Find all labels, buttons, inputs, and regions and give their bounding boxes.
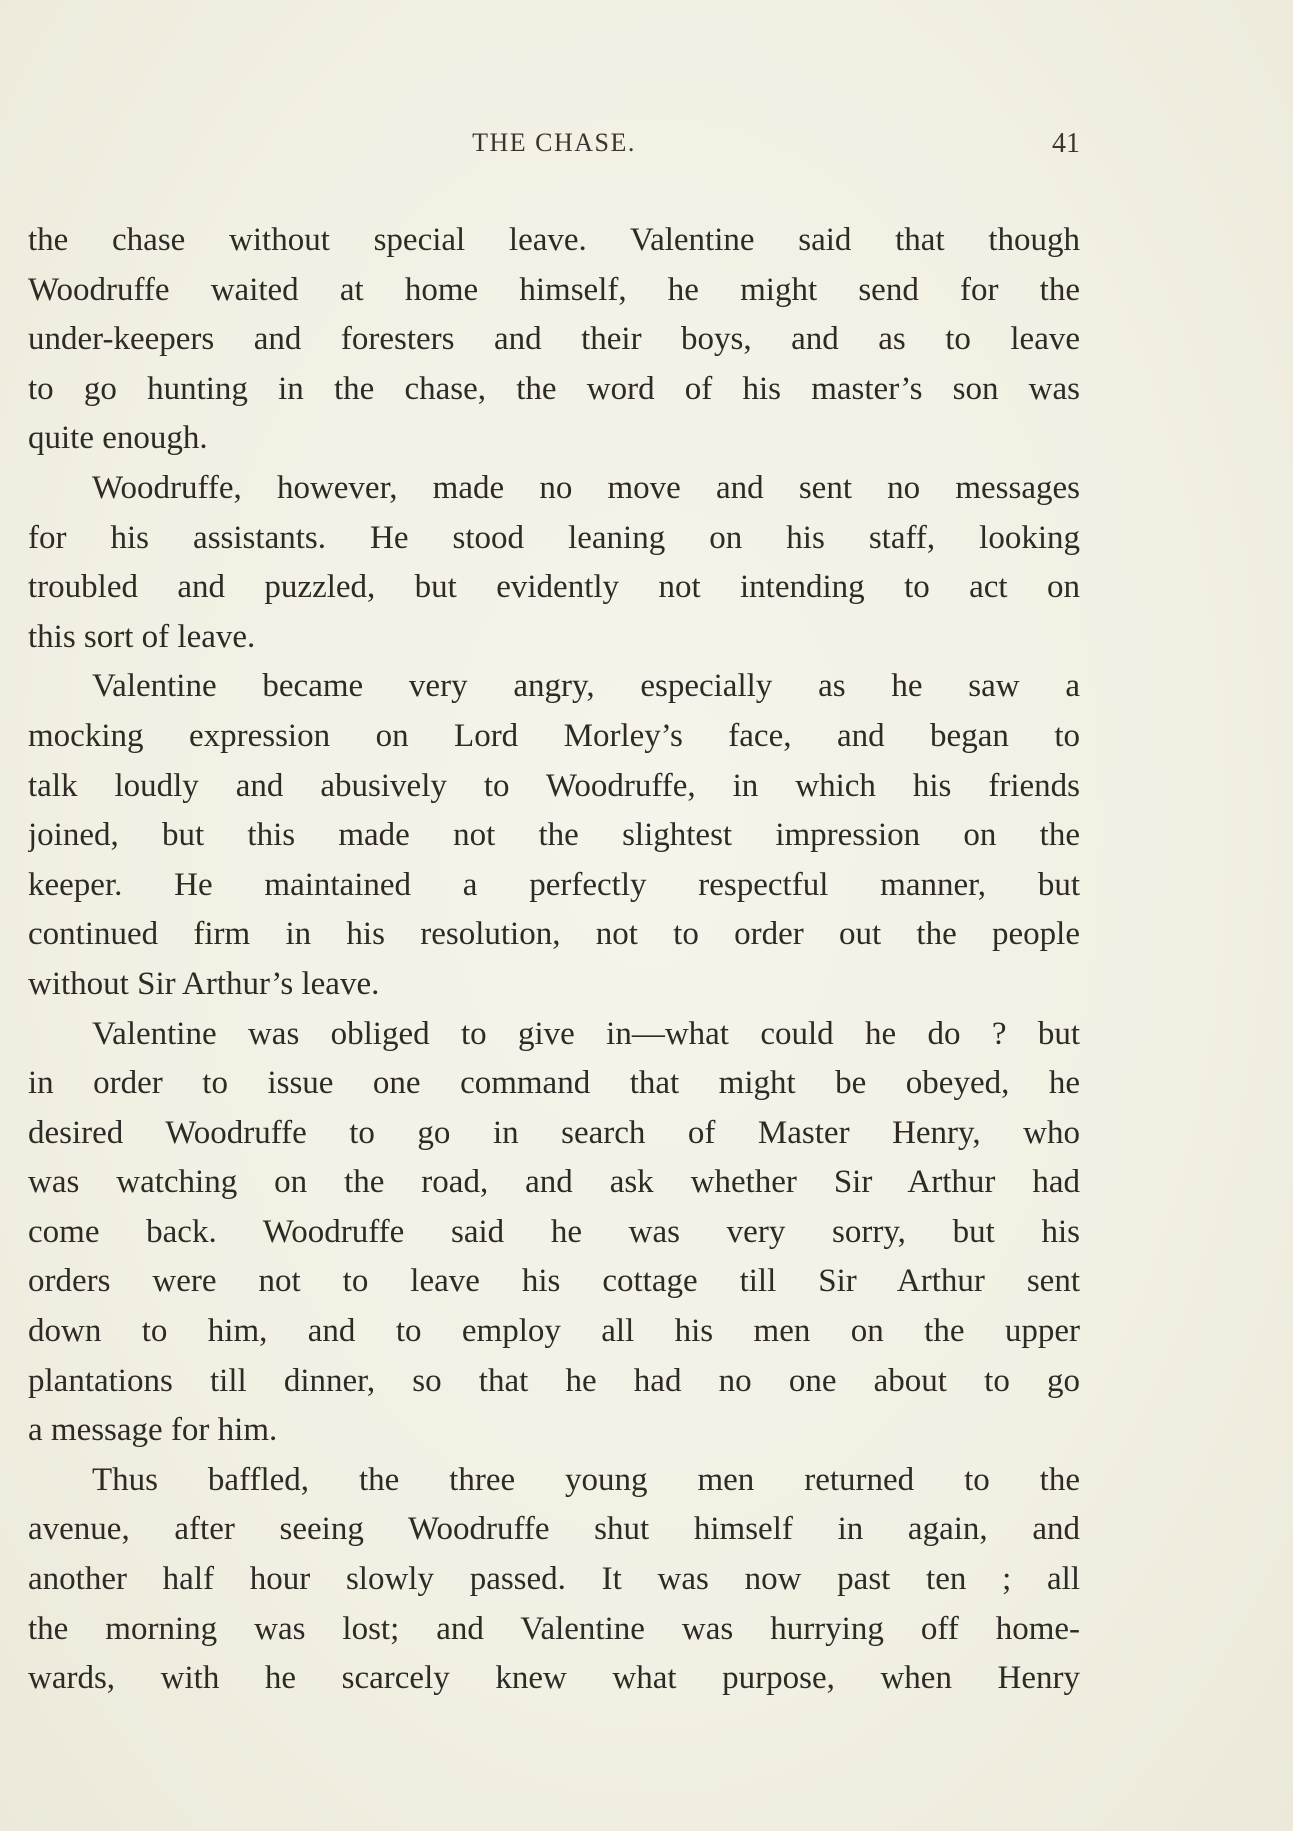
text-line: Woodruffe waited at home himself, he might send for the — [28, 271, 1080, 308]
text-line: Valentine became very angry, especially as he saw a — [92, 668, 1080, 705]
text-line: under-keepers and foresters and their boys, and as to leave — [28, 321, 1080, 358]
text-line: to go hunting in the chase, the word of his master’s son was — [28, 370, 1080, 407]
text-line: for his assistants. He stood leaning on his staff, looking — [28, 519, 1080, 556]
text-line: orders were not to leave his cottage till Sir Arthur sent — [28, 1263, 1080, 1300]
page-number: 41 — [1052, 128, 1080, 159]
text-line: come back. Woodruffe said he was very sorry, but his — [28, 1213, 1080, 1250]
text-line: Woodruffe, however, made no move and sent no messages — [92, 469, 1080, 506]
text-line: plantations till dinner, so that he had no one about to go — [28, 1362, 1080, 1399]
text-line: Thus baffled, the three young men returned to the — [92, 1461, 1080, 1498]
text-line: was watching on the road, and ask whether Sir Arthur had — [28, 1164, 1080, 1201]
text-line: talk loudly and abusively to Woodruffe, in which his friends — [28, 767, 1080, 804]
text-line: joined, but this made not the slightest impression on the — [28, 817, 1080, 854]
text-line: this sort of leave. — [28, 618, 256, 655]
text-line: the chase without special leave. Valentine said that though — [28, 222, 1080, 258]
text-line: desired Woodruffe to go in search of Master Henry, who — [28, 1114, 1080, 1151]
text-line: wards, with he scarcely knew what purpose, when Henry — [28, 1660, 1080, 1697]
running-title: THE CHASE. — [472, 128, 636, 157]
text-line: another half hour slowly passed. It was now past ten ; all — [28, 1561, 1080, 1598]
text-line: quite enough. — [28, 420, 208, 457]
text-line: avenue, after seeing Woodruffe shut himself in again, and — [28, 1511, 1080, 1548]
text-line: down to him, and to employ all his men on the upper — [28, 1313, 1080, 1350]
text-line: troubled and puzzled, but evidently not intending to act on — [28, 569, 1080, 606]
running-head — [28, 128, 1080, 168]
text-line: a message for him. — [28, 1412, 278, 1449]
text-line: continued firm in his resolution, not to order out the people — [28, 916, 1080, 953]
text-line: mocking expression on Lord Morley’s face, and began to — [28, 717, 1080, 754]
text-line: keeper. He maintained a perfectly respectful manner, but — [28, 866, 1080, 903]
body-text — [28, 216, 1080, 1704]
text-line: Valentine was obliged to give in—what could he do ? but — [92, 1015, 1080, 1052]
text-line: without Sir Arthur’s leave. — [28, 965, 380, 1002]
text-line: in order to issue one command that might be obeyed, he — [28, 1065, 1080, 1102]
text-line: the morning was lost; and Valentine was hurrying off home- — [28, 1610, 1080, 1647]
